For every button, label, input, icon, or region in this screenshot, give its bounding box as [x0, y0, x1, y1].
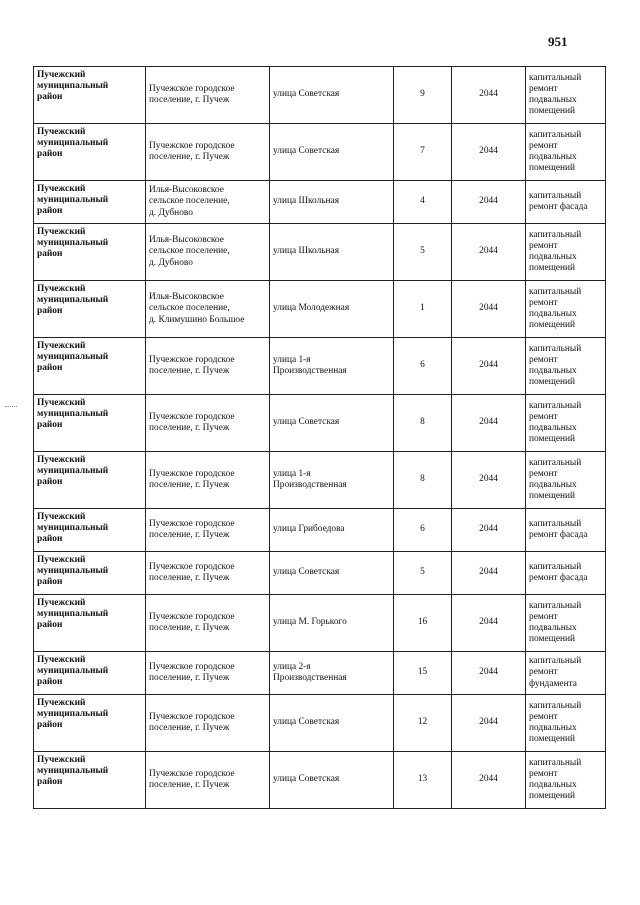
year-cell: 2044 [452, 452, 526, 509]
house-number-cell: 7 [394, 124, 452, 181]
settlement-cell: Пучежское городское поселение, г. Пучеж [146, 552, 270, 595]
table-row [34, 752, 606, 809]
year-cell: 2044 [452, 595, 526, 652]
street-cell: улица Советская [270, 552, 394, 595]
settlement-cell: Пучежское городское поселение, г. Пучеж [146, 395, 270, 452]
table-row [34, 652, 606, 695]
year-cell: 2044 [452, 509, 526, 552]
work-type-cell: капитальный ремонт фасада [526, 552, 606, 595]
house-number-cell: 5 [394, 224, 452, 281]
district-cell: Пучежский муниципальный район [34, 695, 146, 752]
district-cell: Пучежский муниципальный район [34, 452, 146, 509]
street-cell: улица Советская [270, 752, 394, 809]
street-cell: улица Советская [270, 124, 394, 181]
work-type-cell: капитальный ремонт подвальных помещений [526, 395, 606, 452]
settlement-cell: Пучежское городское поселение, г. Пучеж [146, 595, 270, 652]
table-row [34, 281, 606, 338]
settlement-cell: Пучежское городское поселение, г. Пучеж [146, 652, 270, 695]
work-type-cell: капитальный ремонт подвальных помещений [526, 452, 606, 509]
street-cell: улица Школьная [270, 224, 394, 281]
year-cell: 2044 [452, 552, 526, 595]
street-cell: улица Советская [270, 695, 394, 752]
settlement-cell: Пучежское городское поселение, г. Пучеж [146, 752, 270, 809]
scan-artifact [5, 406, 17, 408]
work-type-cell: капитальный ремонт подвальных помещений [526, 281, 606, 338]
settlement-cell: Илья-Высоковское сельское поселение, д. Климушино Большое [146, 281, 270, 338]
district-cell: Пучежский муниципальный район [34, 552, 146, 595]
table-row [34, 67, 606, 124]
house-number-cell: 16 [394, 595, 452, 652]
work-type-cell: капитальный ремонт фундамента [526, 652, 606, 695]
work-type-cell: капитальный ремонт фасада [526, 509, 606, 552]
table-row [34, 224, 606, 281]
street-cell: улица Грибоедова [270, 509, 394, 552]
work-type-cell: капитальный ремонт подвальных помещений [526, 67, 606, 124]
settlement-cell: Илья-Высоковское сельское поселение, д. Дубново [146, 224, 270, 281]
district-cell: Пучежский муниципальный район [34, 224, 146, 281]
house-number-cell: 9 [394, 67, 452, 124]
year-cell: 2044 [452, 652, 526, 695]
district-cell: Пучежский муниципальный район [34, 338, 146, 395]
settlement-cell: Пучежское городское поселение, г. Пучеж [146, 695, 270, 752]
district-cell: Пучежский муниципальный район [34, 752, 146, 809]
house-number-cell: 6 [394, 338, 452, 395]
district-cell: Пучежский муниципальный район [34, 595, 146, 652]
work-type-cell: капитальный ремонт подвальных помещений [526, 595, 606, 652]
street-cell: улица 1-я Производственная [270, 452, 394, 509]
page-number: 951 [548, 34, 568, 49]
house-number-cell: 8 [394, 452, 452, 509]
settlement-cell: Илья-Высоковское сельское поселение, д. Дубново [146, 181, 270, 224]
district-cell: Пучежский муниципальный район [34, 395, 146, 452]
work-type-cell: капитальный ремонт фасада [526, 181, 606, 224]
street-cell: улица М. Горького [270, 595, 394, 652]
repair-schedule-table-wrap [33, 66, 605, 809]
house-number-cell: 8 [394, 395, 452, 452]
table-row [34, 124, 606, 181]
table-row [34, 552, 606, 595]
year-cell: 2044 [452, 752, 526, 809]
repair-schedule-table [33, 66, 606, 809]
house-number-cell: 1 [394, 281, 452, 338]
house-number-cell: 4 [394, 181, 452, 224]
settlement-cell: Пучежское городское поселение, г. Пучеж [146, 67, 270, 124]
district-cell: Пучежский муниципальный район [34, 124, 146, 181]
settlement-cell: Пучежское городское поселение, г. Пучеж [146, 338, 270, 395]
settlement-cell: Пучежское городское поселение, г. Пучеж [146, 124, 270, 181]
year-cell: 2044 [452, 281, 526, 338]
street-cell: улица Советская [270, 395, 394, 452]
district-cell: Пучежский муниципальный район [34, 181, 146, 224]
district-cell: Пучежский муниципальный район [34, 281, 146, 338]
house-number-cell: 12 [394, 695, 452, 752]
district-cell: Пучежский муниципальный район [34, 652, 146, 695]
year-cell: 2044 [452, 224, 526, 281]
house-number-cell: 6 [394, 509, 452, 552]
table-row [34, 509, 606, 552]
year-cell: 2044 [452, 338, 526, 395]
street-cell: улица Советская [270, 67, 394, 124]
settlement-cell: Пучежское городское поселение, г. Пучеж [146, 452, 270, 509]
district-cell: Пучежский муниципальный район [34, 67, 146, 124]
house-number-cell: 5 [394, 552, 452, 595]
year-cell: 2044 [452, 695, 526, 752]
table-row [34, 695, 606, 752]
year-cell: 2044 [452, 181, 526, 224]
street-cell: улица 2-я Производственная [270, 652, 394, 695]
table-row [34, 595, 606, 652]
settlement-cell: Пучежское городское поселение, г. Пучеж [146, 509, 270, 552]
table-row [34, 395, 606, 452]
work-type-cell: капитальный ремонт подвальных помещений [526, 695, 606, 752]
table-row [34, 181, 606, 224]
street-cell: улица Молодежная [270, 281, 394, 338]
year-cell: 2044 [452, 395, 526, 452]
street-cell: улица Школьная [270, 181, 394, 224]
table-row [34, 338, 606, 395]
work-type-cell: капитальный ремонт подвальных помещений [526, 124, 606, 181]
work-type-cell: капитальный ремонт подвальных помещений [526, 224, 606, 281]
table-row [34, 452, 606, 509]
house-number-cell: 13 [394, 752, 452, 809]
year-cell: 2044 [452, 124, 526, 181]
district-cell: Пучежский муниципальный район [34, 509, 146, 552]
work-type-cell: капитальный ремонт подвальных помещений [526, 338, 606, 395]
year-cell: 2044 [452, 67, 526, 124]
street-cell: улица 1-я Производственная [270, 338, 394, 395]
work-type-cell: капитальный ремонт подвальных помещений [526, 752, 606, 809]
house-number-cell: 15 [394, 652, 452, 695]
